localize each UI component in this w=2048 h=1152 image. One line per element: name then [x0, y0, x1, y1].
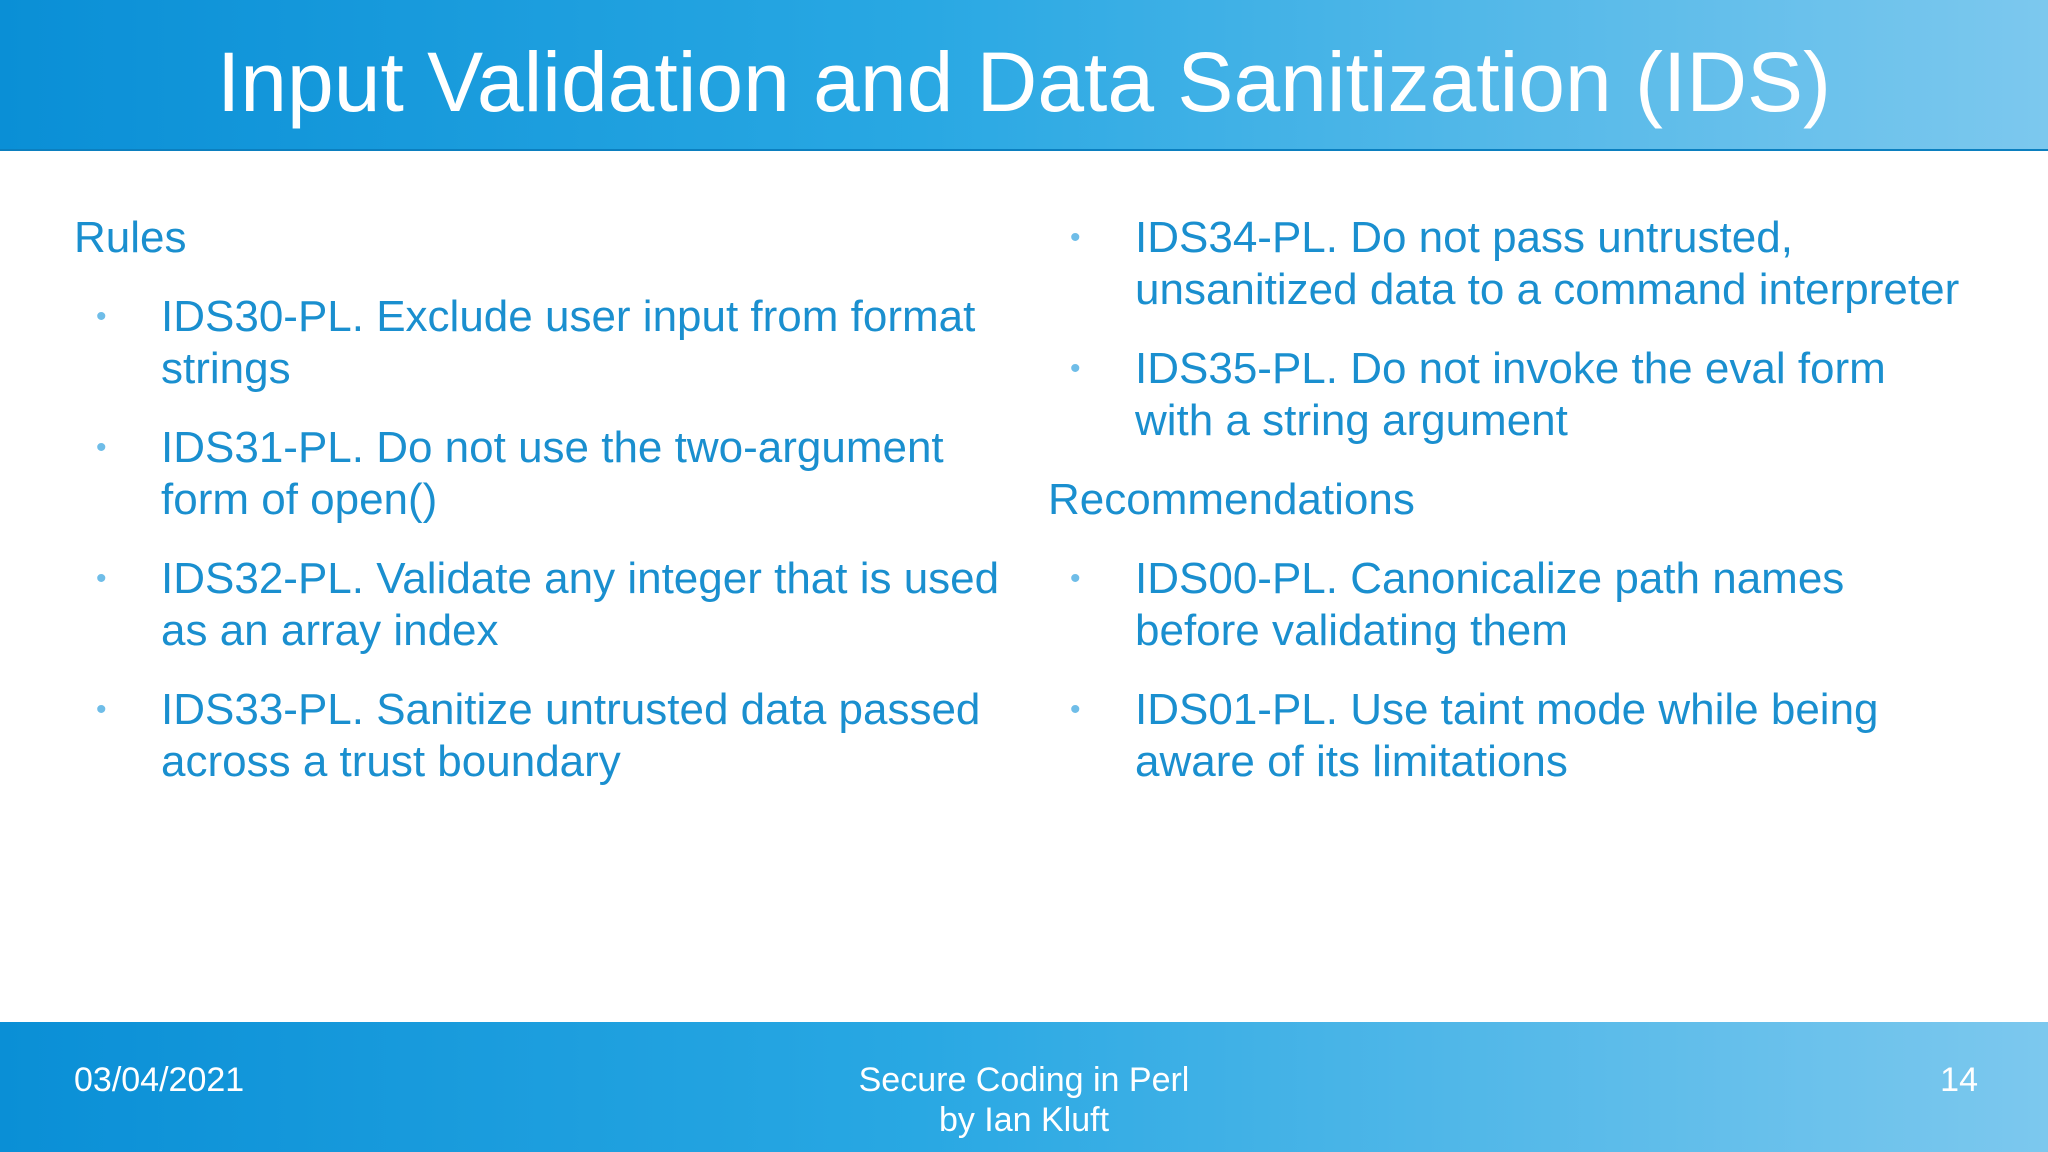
rules-list [74, 291, 1014, 788]
rule-text: IDS35-PL. Do not invoke the eval form with a string argument [1135, 344, 1886, 445]
rule-text: IDS31-PL. Do not use the two-argument form of open() [161, 423, 944, 524]
title-bar [0, 0, 2048, 151]
page-number: 14 [1940, 1061, 1978, 1099]
list-item [74, 291, 1014, 395]
rules-list-continued [1048, 212, 1968, 447]
rule-text: IDS33-PL. Sanitize untrusted data passed across a trust boundary [161, 685, 981, 786]
slide-title: Input Validation and Data Sanitization (IDS) [216, 35, 1832, 129]
bullet-icon: • [1070, 352, 1081, 385]
recommendation-text: IDS00-PL. Canonicalize path names before validating them [1135, 554, 1845, 655]
right-column [1048, 212, 1968, 815]
bullet-icon: • [96, 693, 107, 726]
recommendations-list [1048, 553, 1968, 788]
rule-text: IDS32-PL. Validate any integer that is used as an array index [161, 554, 1000, 655]
bullet-icon: • [96, 300, 107, 333]
bullet-icon: • [96, 431, 107, 464]
list-item [1048, 553, 1968, 657]
bullet-icon: • [1070, 693, 1081, 726]
bullet-icon: • [1070, 562, 1081, 595]
list-item [74, 553, 1014, 657]
list-item [74, 422, 1014, 526]
rule-text: IDS34-PL. Do not pass untrusted, unsanitized data to a command interpreter [1135, 213, 1960, 314]
footer-date: 03/04/2021 [74, 1061, 245, 1099]
footer-author: by Ian Kluft [938, 1101, 1110, 1139]
footer-bar [0, 1022, 2048, 1152]
rules-heading: Rules [74, 213, 187, 262]
recommendation-text: IDS01-PL. Use taint mode while being aware of its limitations [1135, 685, 1879, 786]
list-item [1048, 212, 1968, 316]
footer-presentation-info [0, 1060, 2048, 1140]
bullet-icon: • [1070, 221, 1081, 254]
left-column [74, 212, 1014, 815]
list-item [74, 684, 1014, 788]
recommendations-heading: Recommendations [1048, 475, 1415, 524]
rule-text: IDS30-PL. Exclude user input from format strings [161, 292, 976, 393]
list-item [1048, 343, 1968, 447]
footer-presentation-title: Secure Coding in Perl [858, 1061, 1190, 1099]
bullet-icon: • [96, 562, 107, 595]
list-item [1048, 684, 1968, 788]
